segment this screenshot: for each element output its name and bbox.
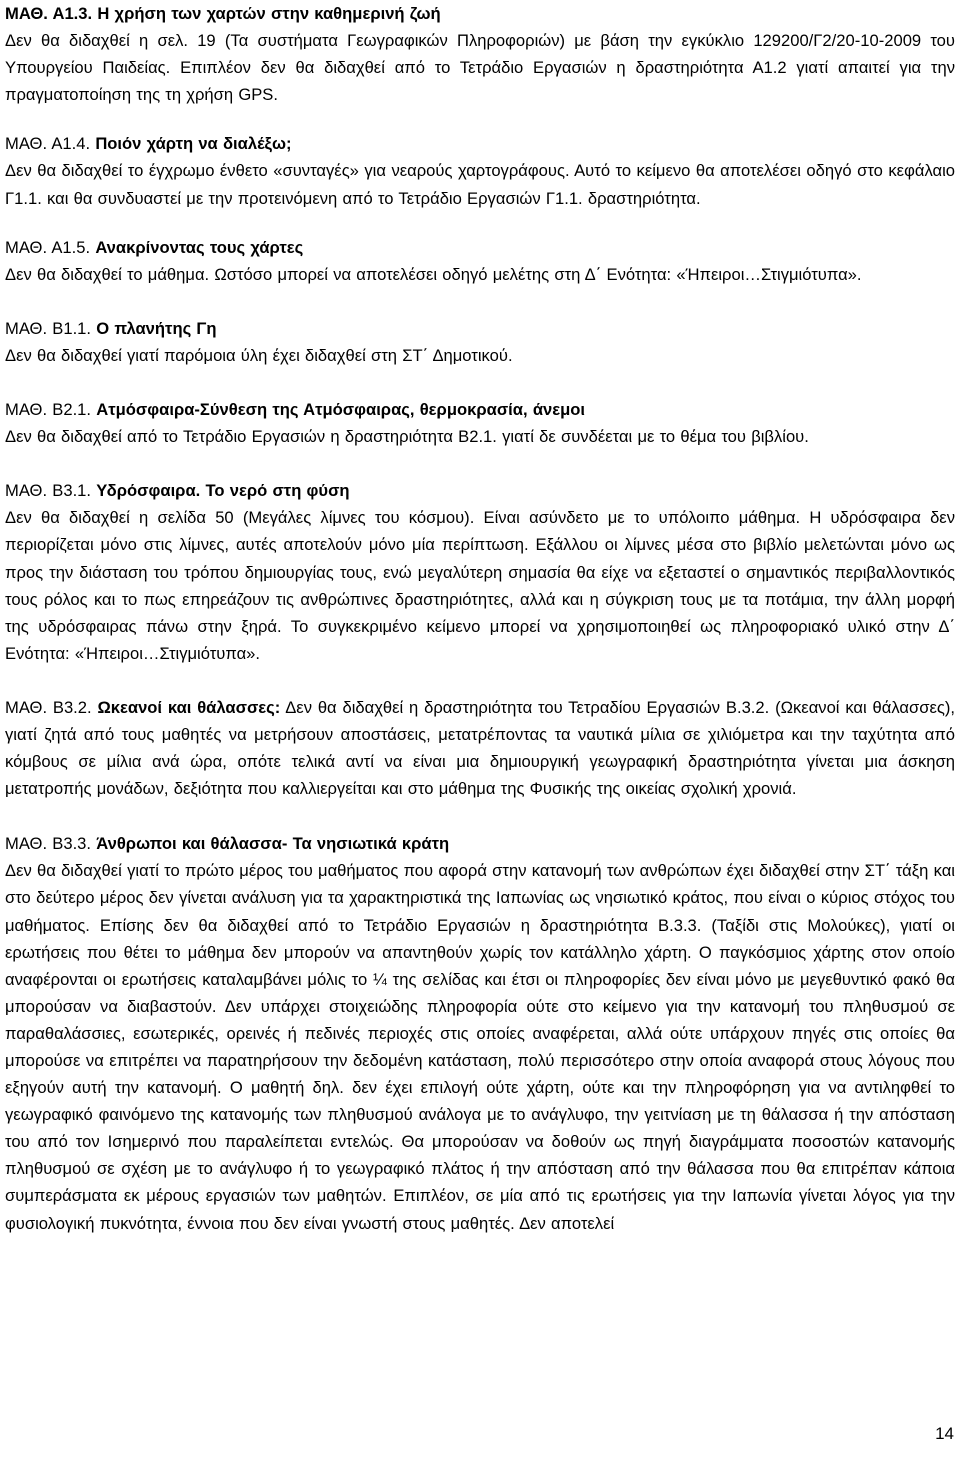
- heading-prefix: ΜΑΘ. Α1.3.: [5, 4, 98, 23]
- section-paragraph: [5, 130, 955, 211]
- heading-prefix: ΜΑΘ. Β1.1.: [5, 318, 97, 338]
- section-body: Δεν θα διδαχθεί το έγχρωμο ένθετο «συνταγές» για νεαρούς χαρτογράφους. Αυτό το κείμενο θα αποτελέσει οδηγό στο κεφάλαιο Γ1.1. και θα συνδυαστεί με την προτεινόμενη από το Τετράδιο Εργασιών Γ1.1. δραστηριότητα.: [5, 161, 955, 208]
- page-number: 14: [935, 1424, 954, 1443]
- section-paragraph: [5, 477, 955, 667]
- heading-title: Η χρήση των χαρτών στην καθημερινή ζωή: [97, 4, 441, 23]
- section-body: Δεν θα διδαχθεί η δραστηριότητα του Τετραδίου Εργασιών Β.3.2. (Ωκεανοί και θάλασσες), γιατί ζητά από τους μαθητές να μετρήσουν αποστάσεις, μετατρέποντας τα ναυτικά μίλια σε χιλιόμετρα και την ταχύτητα από κόμβους σε μίλια ανά ώρα, οπότε τελικά αντί να είναι μια δημιουργική γεωγραφική δραστηριότητα γίνεται μια άσκηση μετατροπής μονάδων, δεξιότητα που καλλιεργείται και στο μάθημα της Φυσικής της οικείας σχολική χρονιά.: [5, 697, 955, 799]
- section-b1-1: [5, 315, 955, 369]
- section-heading: [5, 4, 441, 23]
- heading-title: Υδρόσφαιρα. Το νερό στη φύση: [96, 481, 350, 501]
- section-b2-1: [5, 396, 955, 450]
- heading-title: Ο πλανήτης Γη: [96, 318, 217, 338]
- heading-prefix: ΜΑΘ. Β3.1.: [5, 481, 97, 501]
- section-paragraph: [5, 0, 955, 108]
- heading-title: Ποιόν χάρτη να διαλέξω;: [95, 134, 292, 154]
- heading-prefix: ΜΑΘ. Β2.1.: [5, 400, 97, 420]
- section-b3-2: [5, 694, 955, 802]
- section-body: Δεν θα διδαχθεί από το Τετράδιο Εργασιών η δραστηριότητα Β2.1. γιατί δε συνδέεται με το θέμα του βιβλίου.: [5, 427, 809, 447]
- heading-prefix: ΜΑΘ. Β3.3.: [5, 834, 97, 854]
- section-a1-3: [5, 0, 955, 108]
- section-a1-4: [5, 130, 955, 211]
- section-body: Δεν θα διδαχθεί το μάθημα. Ωστόσο μπορεί να αποτελέσει οδηγό μελέτης στη Δ΄ Ενότητα: «Ήπειροι…Στιγμιότυπα».: [5, 264, 862, 284]
- section-body: Δεν θα διδαχθεί γιατί το πρώτο μέρος του μαθήματος που αφορά στην κατανομή των ανθρώπων έχει διδαχθεί στην ΣΤ΄ τάξη και στο δεύτερο μέρος δεν γίνεται ανάλυση για τα χαρακτηριστικά της Ιαπωνίας ως νησιωτικό κράτος, που είναι ο κύριος στόχος του μαθήματος. Επίσης δεν θα διδαχθεί από το Τετράδιο Εργασιών η δραστηριότητα Β.3.3. (Ταξίδι στις Μολούκες), γιατί οι ερωτήσεις που θέτει το μάθημα δεν μπορούν να απαντηθούν χωρίς τον κατάλληλο χάρτη. Ο παγκόσμιος χάρτης στον οποίο αναφέρονται οι ερωτήσεις καταλαμβάνει μόλις το ¼ της σελίδας και έτσι οι πληροφορίες δεν είναι μόνο με μεγεθυντικό φακό θα μπορούσαν να διαβαστούν. Δεν υπάρχει στοιχειώδης πληροφορία ούτε στο κείμενο για την κατανομή του πληθυσμού σε παραθαλάσσιες, εσωτερικές, ορεινές ή πεδινές περιοχές στις οποίες αναφέρεται, αλλά ούτε υπάρχουν πηγές στις οποίες θα μπορούσε να επιτρέπει να παρατηρήσουν την δεδομένη κατάσταση, πολύ περισσότερο στην οποία αναφορά στους λόγους που εξηγούν αυτή την κατανομή. Ο μαθητή δηλ. δεν έχει επιλογή ούτε χάρτη, ούτε και την πληροφόρηση για να αντιληφθεί το γεωγραφικό φαινόμενο της κατανομής των πληθυσμού ανάλογα με το ανάγλυφο, την γειτνίαση με τη θάλασσα ή την απόσταση του από τον Ισημερινό που παραλείπεται εντελώς. Θα μπορούσαν να δοθούν ως πηγή διαγράμματα ποσοστών κατανομής πληθυσμού σε σχέση με το ανάγλυφο ή το γεωγραφικό πλάτος ή την απόσταση από την θάλασσα που θα επιτρέπαν κάποια συμπεράσματα εκ μέρους εργασιών των μαθητών. Επιπλέον, σε μία από τις ερωτήσεις για την Ιαπωνία γίνεται λόγος για την φυσιολογική πυκνότητα, έννοια που δεν είναι γνωστή στους μαθητές. Δεν αποτελεί: [5, 861, 955, 1233]
- heading-title: Ανακρίνοντας τους χάρτες: [95, 237, 304, 257]
- section-b3-1: [5, 477, 955, 667]
- document-page: [5, 0, 955, 1237]
- heading-title: Άνθρωποι και θάλασσα- Τα νησιωτικά κράτη: [96, 834, 450, 854]
- section-paragraph: [5, 830, 955, 1236]
- section-b3-3: [5, 830, 955, 1236]
- heading-prefix: ΜΑΘ. Α1.5.: [5, 237, 96, 257]
- section-paragraph: [5, 694, 955, 802]
- section-a1-5: [5, 234, 955, 288]
- heading-title: Ατμόσφαιρα-Σύνθεση της Ατμόσφαιρας, θερμοκρασία, άνεμοι: [96, 400, 586, 420]
- section-body: Δεν θα διδαχθεί η σελ. 19 (Τα συστήματα Γεωγραφικών Πληροφοριών) με βάση την εγκύκλιο 129200/Γ2/20-10-2009 του Υπουργείου Παιδείας. Επιπλέον δεν θα διδαχθεί από το Τετράδιο Εργασιών η δραστηριότητα Α1.2 γιατί απαιτεί για την πραγματοποίηση της τη χρήση GPS.: [5, 31, 955, 105]
- section-body: Δεν θα διδαχθεί η σελίδα 50 (Μεγάλες λίμνες του κόσμου). Είναι ασύνδετο με το υπόλοιπο μάθημα. Η υδρόσφαιρα δεν περιορίζεται μόνο στις λίμνες, αυτές αποτελούν μόνο μία περίπτωση. Εξάλλου οι λίμνες μέσα στο βιβλίο μελετώνται μόνο ως προς την διάσταση του τρόπου δημιουργίας τους, ενώ μεγαλύτερη σημασία θα είχε να εξεταστεί ο σημαντικός περιβαλλοντικός τους ρόλος και το πως επηρεάζουν τις ανθρώπινες δραστηριότητες, αλλά και η σύγκριση τους με τα ποτάμια, την άλλη μορφή της υδρόσφαιρας πάνω στην ξηρά. Το συγκεκριμένο κείμενο μπορεί να χρησιμοποιηθεί ως πληροφοριακό υλικό στην Δ΄ Ενότητα: «Ήπειροι…Στιγμιότυπα».: [5, 508, 955, 663]
- heading-prefix: ΜΑΘ. Α1.4.: [5, 134, 96, 154]
- section-paragraph: [5, 396, 955, 450]
- section-paragraph: [5, 315, 955, 369]
- section-paragraph: [5, 234, 955, 288]
- heading-prefix: ΜΑΘ. Β3.2.: [5, 697, 98, 717]
- heading-title: Ωκεανοί και θάλασσες:: [97, 697, 281, 717]
- section-body: Δεν θα διδαχθεί γιατί παρόμοια ύλη έχει διδαχθεί στη ΣΤ΄ Δημοτικού.: [5, 345, 513, 365]
